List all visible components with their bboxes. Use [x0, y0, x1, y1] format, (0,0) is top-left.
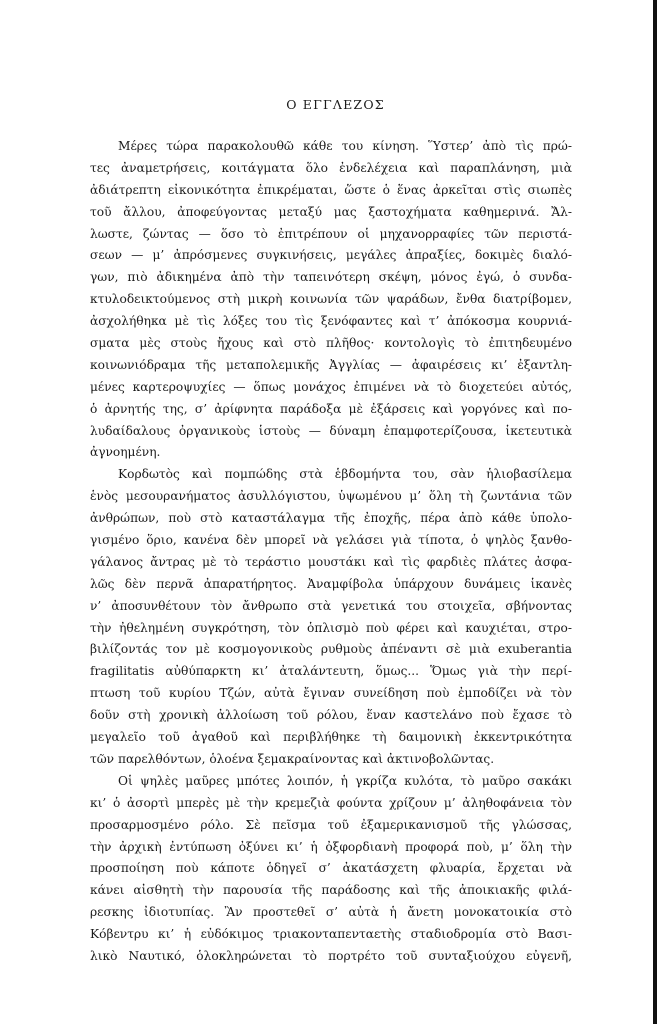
text-line: γισμένο ὅριο, κανένα δὲν μπορεῖ νὰ γελάσει γιὰ τίποτα, ὁ ψηλὸς ξανθο-: [90, 533, 572, 548]
text-line: σματα μὲς στοὺς ἤχους καὶ στὸ πλῆθος· κοντολογὶς τὸ ἐπιτηδευμένο: [90, 336, 572, 351]
text-line: Κόβεντρυ κι’ ἡ εὐδόκιμος τριακονταπενταετὴς σταδιοδρομία στὸ Βασι-: [90, 927, 572, 942]
text-line: ἀγνοημένη.: [90, 445, 161, 460]
text-line: Οἱ ψηλὲς μαῦρες μπότες λοιπόν, ἡ γκρίζα κυλότα, τὸ μαῦρο σακάκι: [118, 773, 572, 788]
text-line: ἀνθρώπων, ποὺ στὸ καταστάλαγμα τῆς ἐποχῆς, πέρα ἀπὸ κάθε ὑπολο-: [90, 511, 572, 526]
text-line: βιλίζοντάς τον μὲ κοσμογονικοὺς ρυθμοὺς ἀπέναντι σὲ μιὰ exuberantia: [90, 642, 572, 657]
text-line: λῶς δὲν περνᾶ ἀπαρατήρητος. Ἀναμφίβολα ὑπάρχουν δυνάμεις ἱκανὲς: [90, 576, 572, 591]
text-line: κάνει αἰσθητὴ τὴν παρουσία τῆς παράδοσης καὶ τῆς ἀποικιακῆς φιλά-: [90, 883, 572, 898]
text-line: κτυλοδεικτούμενος στὴ μικρὴ κοινωνία τῶν ψαράδων, ἔνθα διατρίβομεν,: [90, 292, 572, 307]
text-line: ὁ ἀρνητής της, σ’ ἀρίφνητα παράδοξα μὲ ἐξάρσεις καὶ γοργόνες καὶ πο-: [90, 401, 572, 416]
text-line: πτωση τοῦ κυρίου Τζών, αὐτὰ ἔγιναν συνείδηση ποὺ ἐμποδίζει νὰ τὸν: [90, 686, 572, 701]
text-line: Κορδωτὸς καὶ πομπώδης στὰ ἑβδομήντα του, σὰν ἡλιοβασίλεμα: [118, 467, 572, 482]
text-line: μένες καρτεροψυχίες — ὅπως μονάχος ἐπιμένει νὰ τὸ διοχετεύει αὐτός,: [90, 379, 572, 394]
text-line: κοινωνιόδραμα τῆς μεταπολεμικῆς Ἀγγλίας — ἀφαιρέσεις κι’ ἐξαντλη-: [90, 357, 572, 372]
text-line: ἑνὸς μεσουρανήματος ἀσυλλόγιστου, ὑψωμένου μ’ ὅλη τὴ ζωντάνια τῶν: [90, 489, 572, 504]
text-line: δοῦν στὴ χρονικὴ ἀλλοίωση τοῦ ρόλου, ἕναν καστελάνο ποὺ ἔχασε τὸ: [90, 708, 572, 723]
text-line: γων, πιὸ ἀδικημένα ἀπὸ τὴν ταπεινότερη σκέψη, μόνος ἐγώ, ὁ συνδα-: [90, 270, 572, 285]
text-line: λικὸ Ναυτικό, ὁλοκληρώνεται τὸ πορτρέτο τοῦ συνταξιούχου εὐγενῆ,: [90, 948, 572, 963]
text-line: τοῦ ἄλλου, ἀποφεύγοντας μεταξύ μας ξαστοχήματα καθημερινά. Ἄλ-: [90, 204, 572, 219]
text-line: τὴν ἀρχικὴ ἐντύπωση ὀξύνει κι’ ἡ ὀξφορδιανὴ προφορά ποὺ, μ’ ὅλη τὴν: [90, 839, 572, 854]
text-line: τῶν παρελθόντων, ὁλοένα ξεμακραίνοντας καὶ ἀκτινοβολῶντας.: [90, 751, 495, 766]
chapter-title: Ο ΕΓΓΛΕΖΟΣ: [286, 97, 385, 112]
text-line: ρεσκης ἰδιοτυπίας. Ἂν προστεθεῖ σ’ αὐτὰ ἡ ἄνετη μονοκατοικία στὸ: [90, 905, 572, 920]
body-text: [90, 136, 572, 968]
text-line: γάλανος ἄντρας μὲ τὸ τεράστιο μουστάκι καὶ τὶς φαρδιὲς πλάτες ἀσφα-: [90, 554, 572, 569]
text-line: τες ἀναμετρήσεις, κοιτάγματα ὅλο ἐνδελέχεια καὶ παραπλάνηση, μιὰ: [90, 160, 572, 175]
text-line: προσαρμοσμένο ρόλο. Σὲ πεῖσμα τοῦ ἐξαμερικανισμοῦ τῆς γλώσσας,: [90, 817, 572, 832]
text-line: μεγαλεῖο τοῦ ἀγαθοῦ καὶ περιβλήθηκε τὴ δαιμονικὴ ἐκκεντρικότητα: [90, 730, 572, 745]
text-line: σεων — μ’ ἀπρόσμενες συγκινήσεις, μεγάλες ἀπραξίες, δοκιμὲς διαλό-: [90, 248, 572, 263]
text-line: Μέρες τώρα παρακολουθῶ κάθε του κίνηση. Ὕστερ’ ἀπὸ τὶς πρώ-: [118, 139, 572, 153]
text-line: fragilitatis αὐθύπαρκτη κι’ ἀταλάντευτη, ὅμως... Ὅμως γιὰ τὴν περί-: [90, 664, 572, 679]
text-line: προσποίηση ποὺ κάποτε ὁδηγεῖ σ’ ἀκατάσχετη φλυαρία, ἔρχεται νὰ: [90, 861, 572, 876]
text-line: λωστε, ζώντας — ὅσο τὸ ἐπιτρέπουν οἱ μηχανορραφίες τῶν περιστά-: [90, 226, 572, 241]
text-line: τὴν ἠθελημένη συγκρότηση, τὸν ὁπλισμὸ ποὺ φέρει καὶ καυχιέται, στρο-: [90, 620, 572, 635]
text-line: κι’ ὁ ἀσορτὶ μπερὲς μὲ τὴν κρεμεζιὰ φούντα χρίζουν μ’ ἀληθοφάνεια τὸν: [90, 795, 572, 810]
text-line: λυδαίδαλους ὀργανικοὺς ἱστοὺς — δύναμη ἐπαμφοτερίζουσα, ἱκετευτικὰ: [90, 423, 572, 438]
text-line: ἀδιάτρεπτη εἰκονικότητα ἐπικρέμαται, ὥστε ὁ ἕνας ἀρκεῖται στὶς σιωπὲς: [90, 182, 572, 197]
text-line: ἀσχολήθηκα μὲ τὶς λόξες του τὶς ξενόφαντες καὶ τ’ ἀπόκοσμα κουρνιά-: [90, 314, 572, 329]
text-line: ν’ ἀποσυνθέτουν τὸν ἄνθρωπο στὰ γενετικά του στοιχεῖα, σβήνοντας: [90, 598, 572, 613]
page-edge-border: [653, 0, 657, 1024]
